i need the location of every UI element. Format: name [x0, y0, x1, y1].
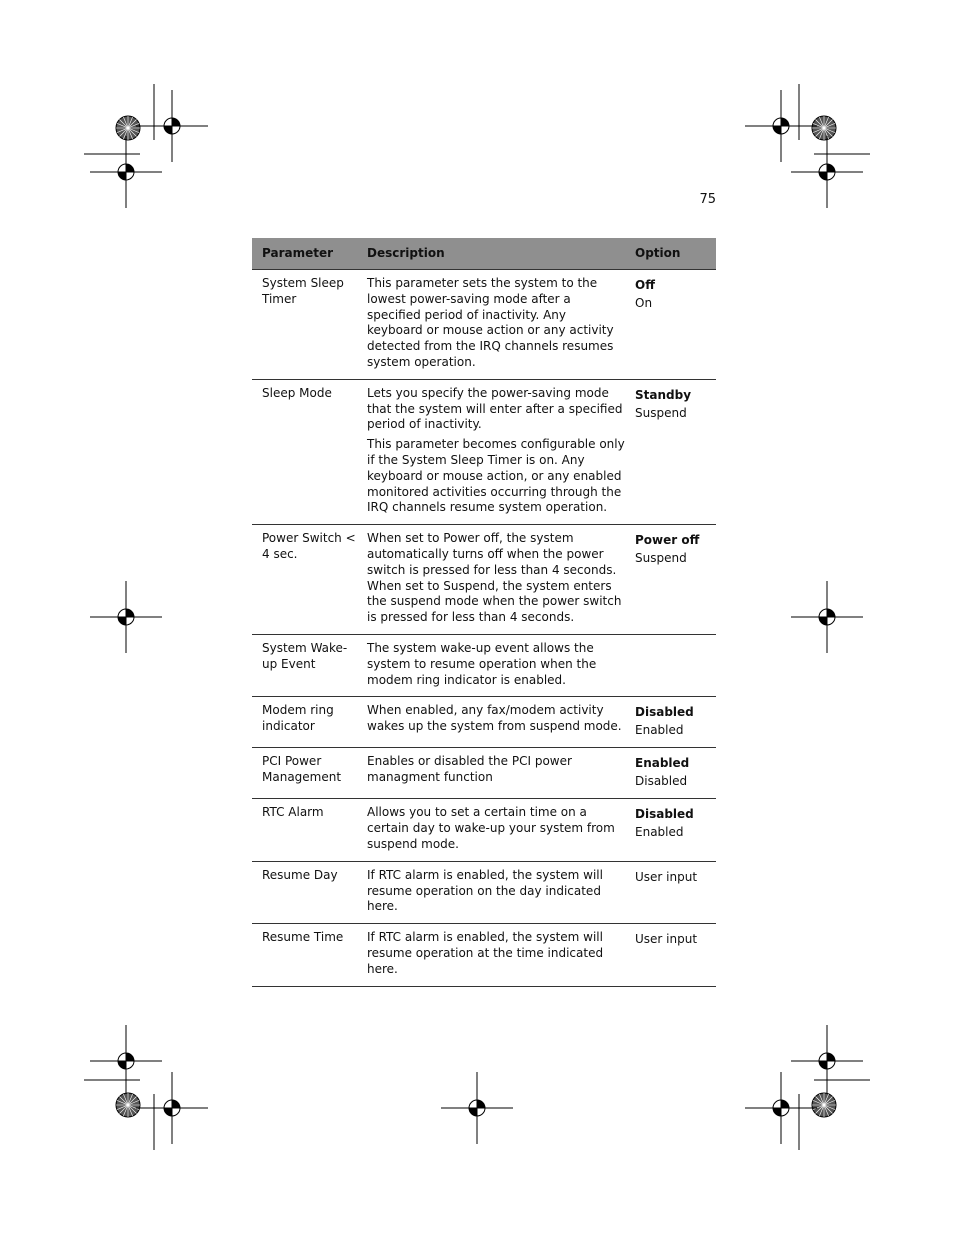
registration-star-icon [116, 1093, 140, 1117]
header-parameter: Parameter [252, 238, 357, 270]
table-row [252, 525, 716, 635]
parameter-cell: Power Switch < 4 sec. [252, 525, 357, 635]
other-option: User input [635, 932, 698, 947]
option-cell [625, 525, 716, 635]
option-cell [625, 748, 716, 799]
description-cell [357, 799, 625, 861]
description-cell [357, 270, 625, 380]
parameter-cell: Resume Day [252, 861, 357, 923]
registration-cross-icon [136, 90, 208, 162]
description-cell [357, 861, 625, 923]
table-row [252, 861, 716, 923]
registration-star-icon [812, 116, 836, 140]
registration-cross-icon [745, 1072, 817, 1144]
description-paragraph: Allows you to set a certain time on a certain day to wake-up your system from suspend mode. [367, 805, 615, 851]
description-paragraph: This parameter sets the system to the lowest power-saving mode after a specified period of inactivity. Any keyboard or mouse action or any activity detected from the IRQ channels resumes system operation. [367, 276, 614, 369]
parameter-cell: RTC Alarm [252, 799, 357, 861]
parameter-cell: System Sleep Timer [252, 270, 357, 380]
description-cell [357, 634, 625, 696]
option-cell [625, 924, 716, 986]
other-option: User input [635, 869, 698, 884]
table-row [252, 697, 716, 748]
table-row [252, 799, 716, 861]
registration-cross-icon [791, 136, 863, 208]
registration-cross-icon [441, 1072, 513, 1144]
description-cell [357, 697, 625, 748]
description-paragraph: Lets you specify the power-saving mode that the system will enter after a specified period of inactivity. [367, 385, 623, 432]
description-paragraph: If RTC alarm is enabled, the system will resume operation on the day indicated here. [367, 867, 603, 914]
registration-star-icon [812, 1093, 836, 1117]
registration-cross-icon [90, 1025, 162, 1097]
default-option: Disabled [635, 807, 694, 822]
header-option: Option [625, 238, 716, 270]
header-description: Description [357, 238, 625, 270]
option-cell [625, 270, 716, 380]
description-paragraph: This parameter becomes configurable only if the System Sleep Timer is on. Any keyboard or mouse action, or any enabled monitored activities occurring through the IRQ channels resume system operation. [367, 437, 625, 515]
parameter-cell: PCI Power Management [252, 748, 357, 799]
parameter-cell: Modem ring indicator [252, 697, 357, 748]
description-cell [357, 924, 625, 986]
registration-cross-icon [136, 1072, 208, 1144]
registration-cross-icon [791, 1025, 863, 1097]
description-paragraph: Enables or disabled the PCI power managment function [367, 754, 572, 785]
parameter-cell: System Wake-up Event [252, 634, 357, 696]
registration-star-icon [116, 116, 140, 140]
other-option: Enabled [635, 723, 684, 738]
other-option: Suspend [635, 551, 687, 566]
table-row [252, 270, 716, 380]
option-cell [625, 634, 716, 696]
table-row [252, 924, 716, 986]
option-cell [625, 379, 716, 524]
default-option: Off [635, 278, 655, 292]
default-option: Standby [635, 387, 692, 402]
registration-cross-icon [90, 136, 162, 208]
option-cell [625, 697, 716, 748]
table-row [252, 379, 716, 524]
option-cell [625, 861, 716, 923]
parameter-cell: Sleep Mode [252, 379, 357, 524]
table-header-row [252, 238, 716, 270]
description-paragraph: When enabled, any fax/modem activity wakes up the system from suspend mode. [367, 703, 622, 734]
table-row [252, 634, 716, 696]
registration-cross-icon [745, 90, 817, 162]
registration-cross-icon [791, 581, 863, 653]
table-body [252, 270, 716, 987]
other-option: On [635, 296, 653, 310]
other-option: Disabled [635, 774, 688, 789]
default-option: Disabled [635, 705, 694, 720]
description-cell [357, 379, 625, 524]
option-cell [625, 799, 716, 861]
other-option: Enabled [635, 825, 684, 840]
description-paragraph: If RTC alarm is enabled, the system will resume operation at the time indicated here. [367, 930, 604, 976]
description-paragraph: When set to Power off, the system automatically turns off when the power switch is pressed for less than 4 seconds. When set to Suspend, the system enters the suspend mode when the power switch is pressed for less than 4 seconds. [367, 531, 622, 625]
table-row [252, 748, 716, 799]
description-paragraph: The system wake-up event allows the system to resume operation when the modem ring indicator is enabled. [367, 640, 597, 687]
default-option: Enabled [635, 756, 690, 771]
description-cell [357, 748, 625, 799]
registration-cross-icon [90, 581, 162, 653]
parameter-cell: Resume Time [252, 924, 357, 986]
parameter-table [252, 238, 716, 987]
page-number: 75 [699, 192, 716, 207]
other-option: Suspend [635, 405, 687, 420]
default-option: Power off [635, 533, 700, 548]
description-cell [357, 525, 625, 635]
